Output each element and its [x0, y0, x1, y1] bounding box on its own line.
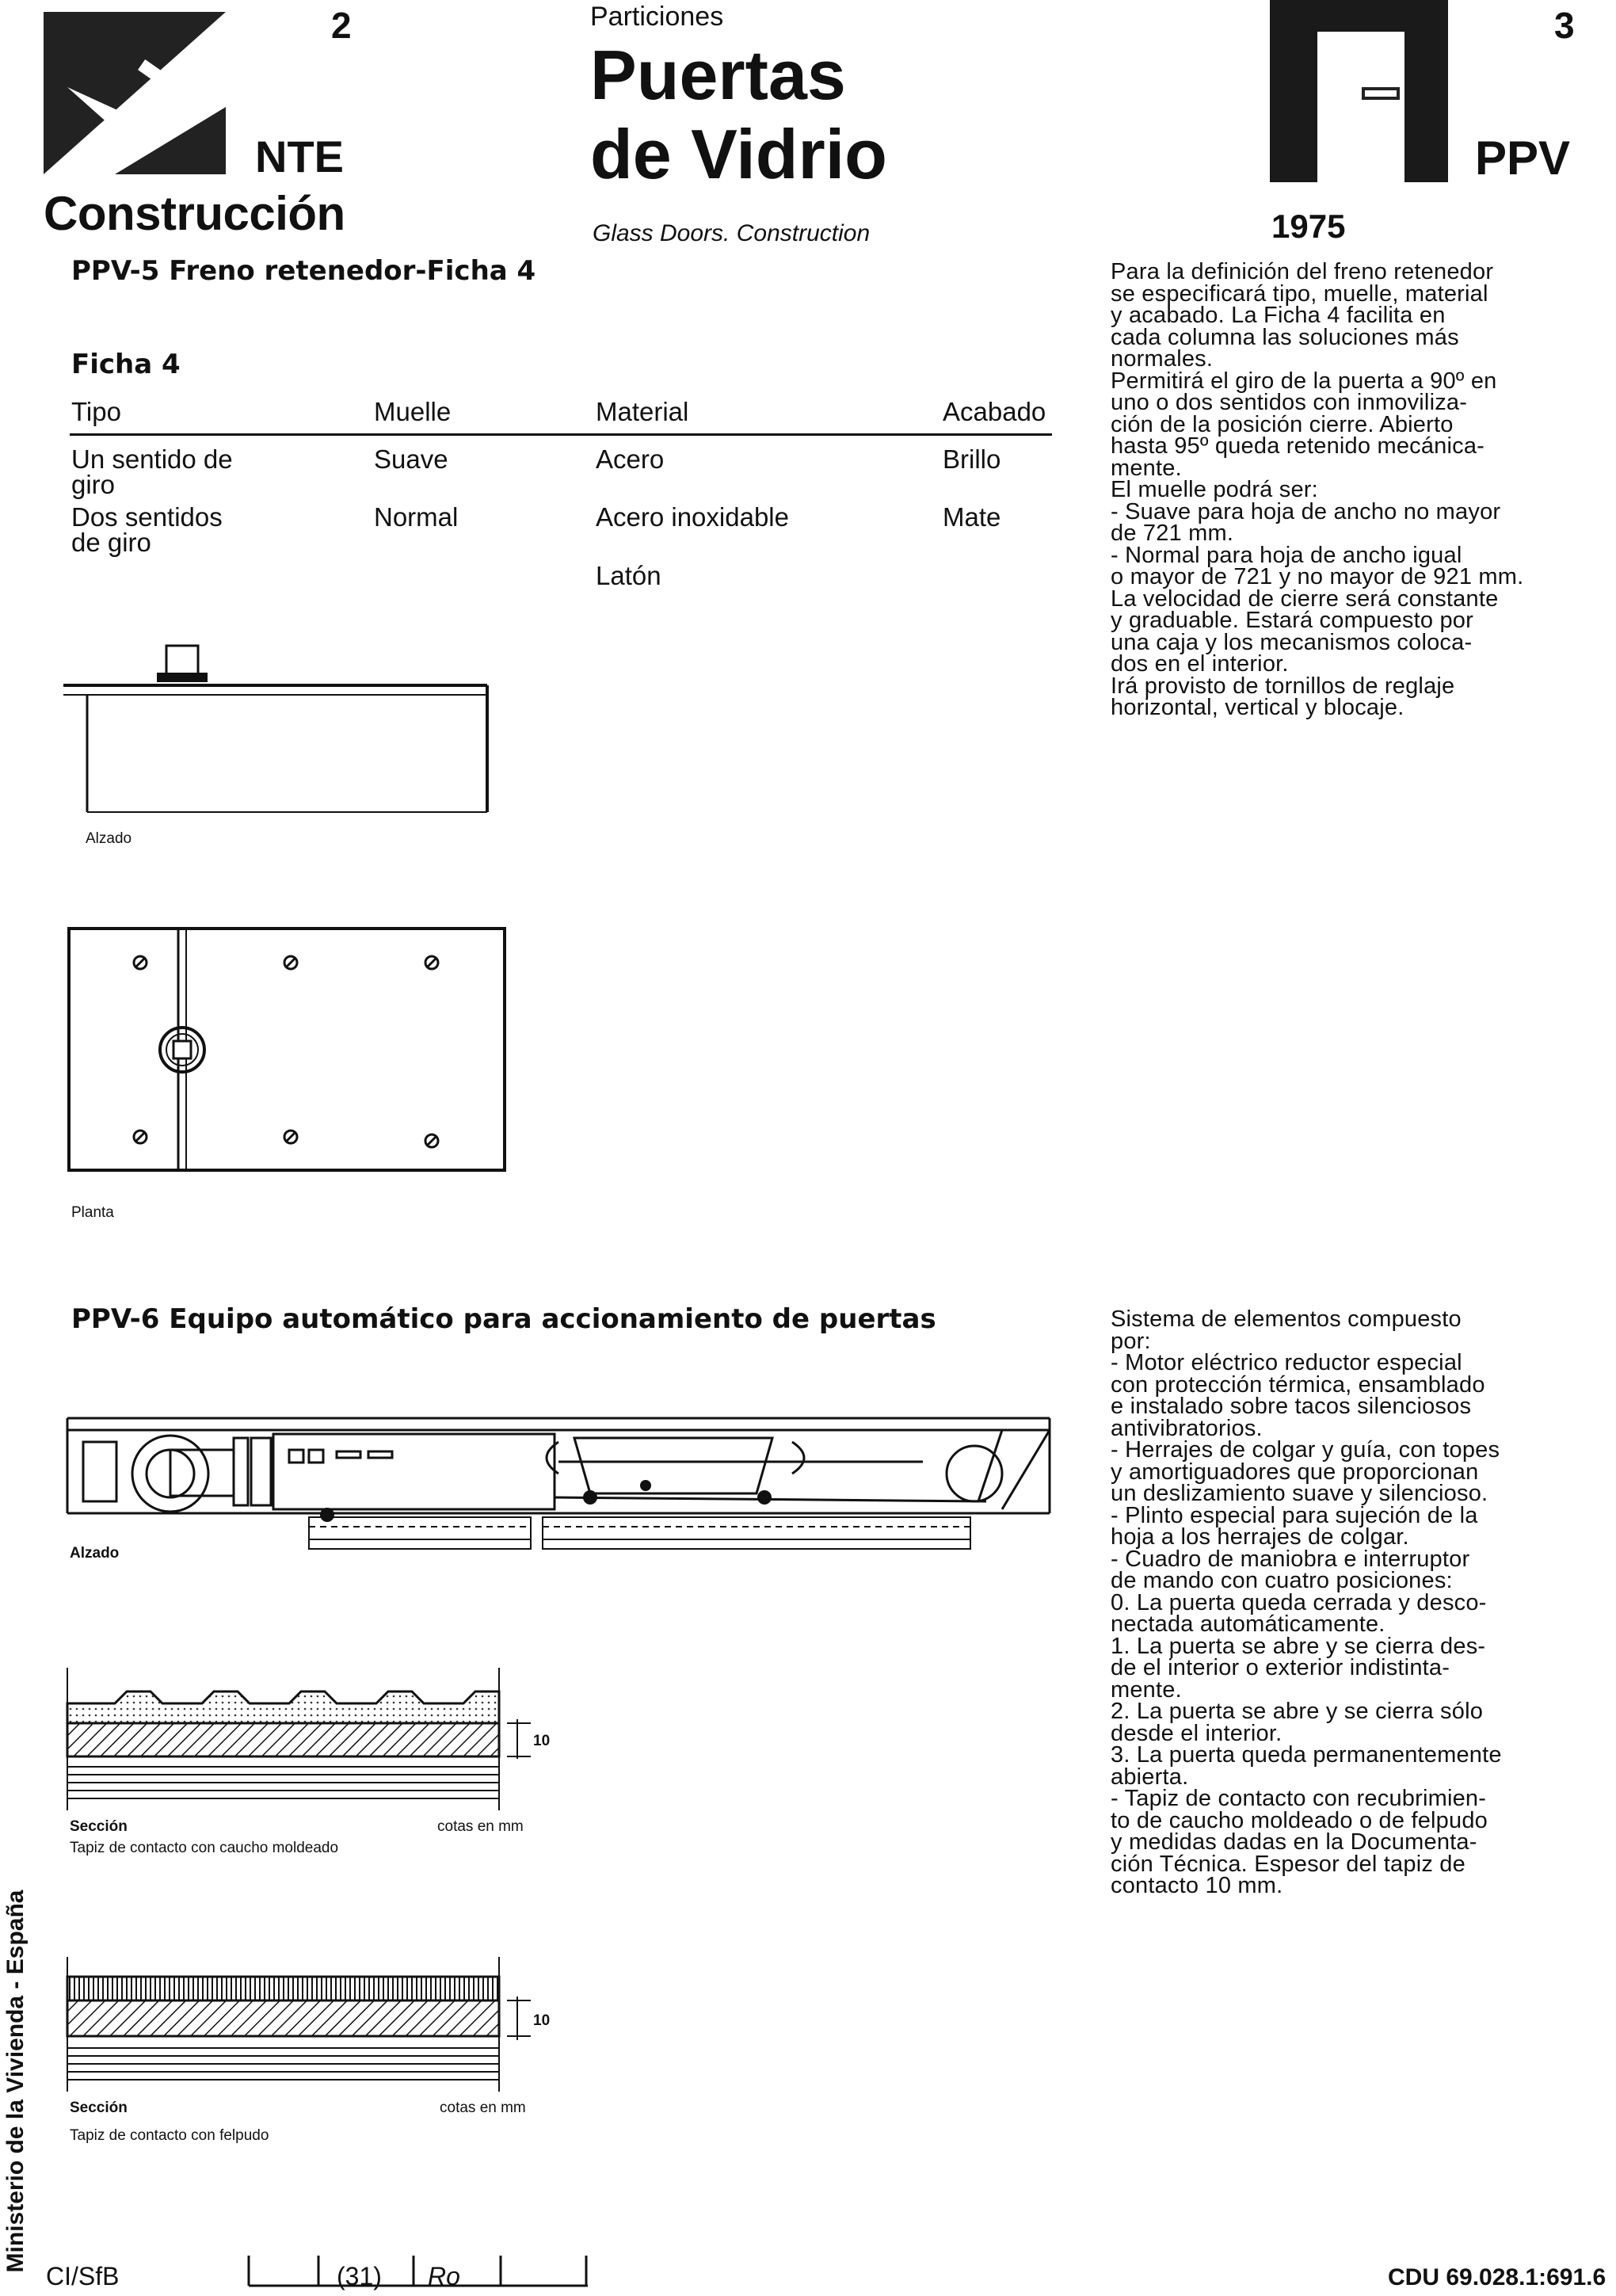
ppv5-line: horizontal, vertical y blocaje.: [1111, 695, 1404, 720]
operator-alzado-drawing: [67, 1406, 1058, 1565]
ficha-heading: Ficha 4: [71, 349, 181, 380]
mat-rubber-seccion-label: Sección: [70, 1818, 128, 1835]
cisfb-boxes: [247, 2254, 596, 2290]
cell-material-2: Acero inoxidable: [596, 502, 789, 532]
page-title-line1: Puertas: [590, 36, 846, 114]
nte-label: NTE: [255, 132, 344, 181]
cell-muelle-2: Normal: [374, 502, 459, 532]
ppv6-line: hoja a los herrajes de colgar.: [1111, 1524, 1409, 1550]
col-header-acabado: Acabado: [943, 397, 1046, 426]
freno-planta-drawing: [67, 927, 511, 1180]
ppv6-line: 1. La puerta se abre y se cierra des-: [1111, 1633, 1486, 1659]
mat-felpudo-section: [67, 1957, 558, 2107]
ppv6-line: un deslizamiento suave y silencioso.: [1111, 1481, 1488, 1506]
ppv6-line: 2. La puerta se abre y se cierra sólo: [1111, 1699, 1484, 1724]
col-header-tipo: Tipo: [71, 397, 121, 426]
ministry-side-text: Ministerio de la Vivienda - España: [2, 1890, 29, 2273]
ppv5-line: cada columna las soluciones más: [1111, 324, 1459, 350]
ppv6-line: - Plinto especial para sujeción de la: [1111, 1502, 1478, 1528]
page-title-line2: de Vidrio: [590, 115, 887, 193]
ppv5-line: dos en el interior.: [1111, 651, 1289, 677]
ppv5-description: [1111, 261, 1586, 719]
ppv6-line: e instalado sobre tacos silenciosos: [1111, 1394, 1472, 1419]
mat-felpudo-cotas-label: cotas en mm: [440, 2100, 526, 2116]
ppv6-line: nectada automáticamente.: [1111, 1611, 1385, 1637]
cell-material-3: Latón: [596, 561, 661, 590]
ppv5-line: Para la definición del freno retenedor: [1111, 259, 1494, 284]
ppv5-line: hasta 95º queda retenido mecánica-: [1111, 433, 1485, 459]
nte-logo: [44, 12, 226, 174]
ppv5-line: una caja y los mecanismos coloca-: [1111, 629, 1473, 655]
page-number-right: 3: [1554, 5, 1575, 46]
ppv6-line: con protección térmica, ensamblado: [1111, 1371, 1485, 1398]
ppv6-line: mente.: [1111, 1676, 1182, 1703]
cell-muelle-1: Suave: [374, 444, 448, 474]
ppv6-line: abierta.: [1111, 1764, 1189, 1790]
ppv5-line: se especificará tipo, muelle, material: [1111, 280, 1488, 307]
ppv6-line: - Herrajes de colgar y guía, con topes: [1111, 1437, 1500, 1463]
ppv5-line: ción de la posición cierre. Abierto: [1111, 411, 1454, 437]
page-subtitle: Glass Doors. Construction: [593, 220, 871, 246]
ppv5-line: - Suave para hoja de ancho no mayor: [1111, 498, 1501, 524]
cisfb-label: CI/SfB: [46, 2262, 120, 2290]
ppv5-line: o mayor de 721 y no mayor de 921 mm.: [1111, 564, 1524, 589]
ppv6-line: por:: [1111, 1328, 1151, 1354]
cisfb-box-1: (31): [337, 2262, 382, 2290]
cell-material-1: Acero: [596, 444, 665, 474]
ppv5-line: El muelle podrá ser:: [1111, 477, 1318, 502]
mat-rubber-cotas-label: cotas en mm: [437, 1818, 524, 1835]
ppv6-line: Sistema de elementos compuesto: [1111, 1306, 1462, 1332]
col-header-muelle: Muelle: [374, 397, 452, 426]
mat-rubber-dimension: 10: [533, 1733, 551, 1749]
ppv5-line: - Normal para hoja de ancho igual: [1111, 542, 1462, 568]
page-number-left: 2: [331, 5, 352, 46]
year-label: 1975: [1271, 208, 1346, 245]
ppv6-line: y medidas dadas en la Documenta-: [1111, 1829, 1477, 1855]
section-label: Particiones: [590, 2, 724, 32]
ppv5-line: mente.: [1111, 455, 1182, 481]
table-rule: [70, 433, 1052, 436]
freno-planta-label: Planta: [71, 1204, 114, 1221]
ppv6-line: - Tapiz de contacto con recubrimien-: [1111, 1786, 1487, 1811]
ppv6-line: - Cuadro de maniobra e interruptor: [1111, 1546, 1470, 1572]
cell-tipo-1a: Un sentido de: [71, 444, 233, 474]
ppv6-heading: PPV-6 Equipo automático para accionamiento de puertas: [71, 1303, 936, 1335]
cell-tipo-2b: de giro: [71, 528, 151, 557]
ppv6-line: 0. La puerta queda cerrada y desco-: [1111, 1589, 1487, 1615]
ppv6-line: de mando con cuatro posiciones:: [1111, 1568, 1453, 1593]
mat-rubber-section: [67, 1668, 558, 1826]
ppv6-line: 3. La puerta queda permanentemente: [1111, 1742, 1502, 1768]
ppv5-line: Irá provisto de tornillos de reglaje: [1111, 673, 1455, 699]
door-logo: [1270, 0, 1448, 182]
document-code: PPV: [1475, 132, 1571, 185]
cisfb-box-2: Ro: [428, 2262, 460, 2290]
ppv5-line: normales.: [1111, 346, 1214, 372]
mat-felpudo-caption: Tapiz de contacto con felpudo: [70, 2127, 269, 2144]
mat-rubber-caption: Tapiz de contacto con caucho moldeado: [70, 1840, 339, 1856]
cell-tipo-1b: giro: [71, 470, 116, 499]
ppv6-line: desde el interior.: [1111, 1720, 1283, 1746]
ppv6-line: antivibratorios.: [1111, 1415, 1263, 1441]
ppv6-line: - Motor eléctrico reductor especial: [1111, 1350, 1462, 1375]
ppv6-line: de el interior o exterior indistinta-: [1111, 1655, 1450, 1680]
ppv6-line: contacto 10 mm.: [1111, 1873, 1283, 1898]
ppv5-line: y graduable. Estará compuesto por: [1111, 608, 1473, 633]
mat-felpudo-seccion-label: Sección: [70, 2100, 128, 2116]
mat-felpudo-dimension: 10: [533, 2012, 551, 2029]
freno-alzado-label: Alzado: [86, 830, 132, 847]
ppv6-line: ción Técnica. Espesor del tapiz de: [1111, 1851, 1465, 1877]
ppv5-heading: PPV-5 Freno retenedor-Ficha 4: [71, 255, 536, 287]
ppv6-line: y amortiguadores que proporcionan: [1111, 1459, 1479, 1485]
ppv5-line: y acabado. La Ficha 4 facilita en: [1111, 303, 1446, 328]
ppv5-line: La velocidad de cierre será constante: [1111, 585, 1499, 612]
cell-tipo-2a: Dos sentidos: [71, 502, 223, 532]
col-header-material: Material: [596, 397, 689, 426]
ppv5-line: Permitirá el giro de la puerta a 90º en: [1111, 368, 1497, 394]
construccion-label: Construcción: [44, 187, 345, 240]
freno-alzado-drawing: [63, 646, 507, 820]
cell-acabado-1: Brillo: [943, 444, 1001, 474]
ppv5-line: uno o dos sentidos con inmoviliza-: [1111, 390, 1468, 415]
ppv5-line: de 721 mm.: [1111, 521, 1234, 546]
operator-alzado-label: Alzado: [70, 1545, 120, 1562]
ppv6-line: to de caucho moldeado o de felpudo: [1111, 1807, 1488, 1833]
cell-acabado-2: Mate: [943, 502, 1001, 532]
ppv6-description: [1111, 1306, 1586, 1898]
cdu-code: CDU 69.028.1:691.6: [1388, 2264, 1606, 2290]
